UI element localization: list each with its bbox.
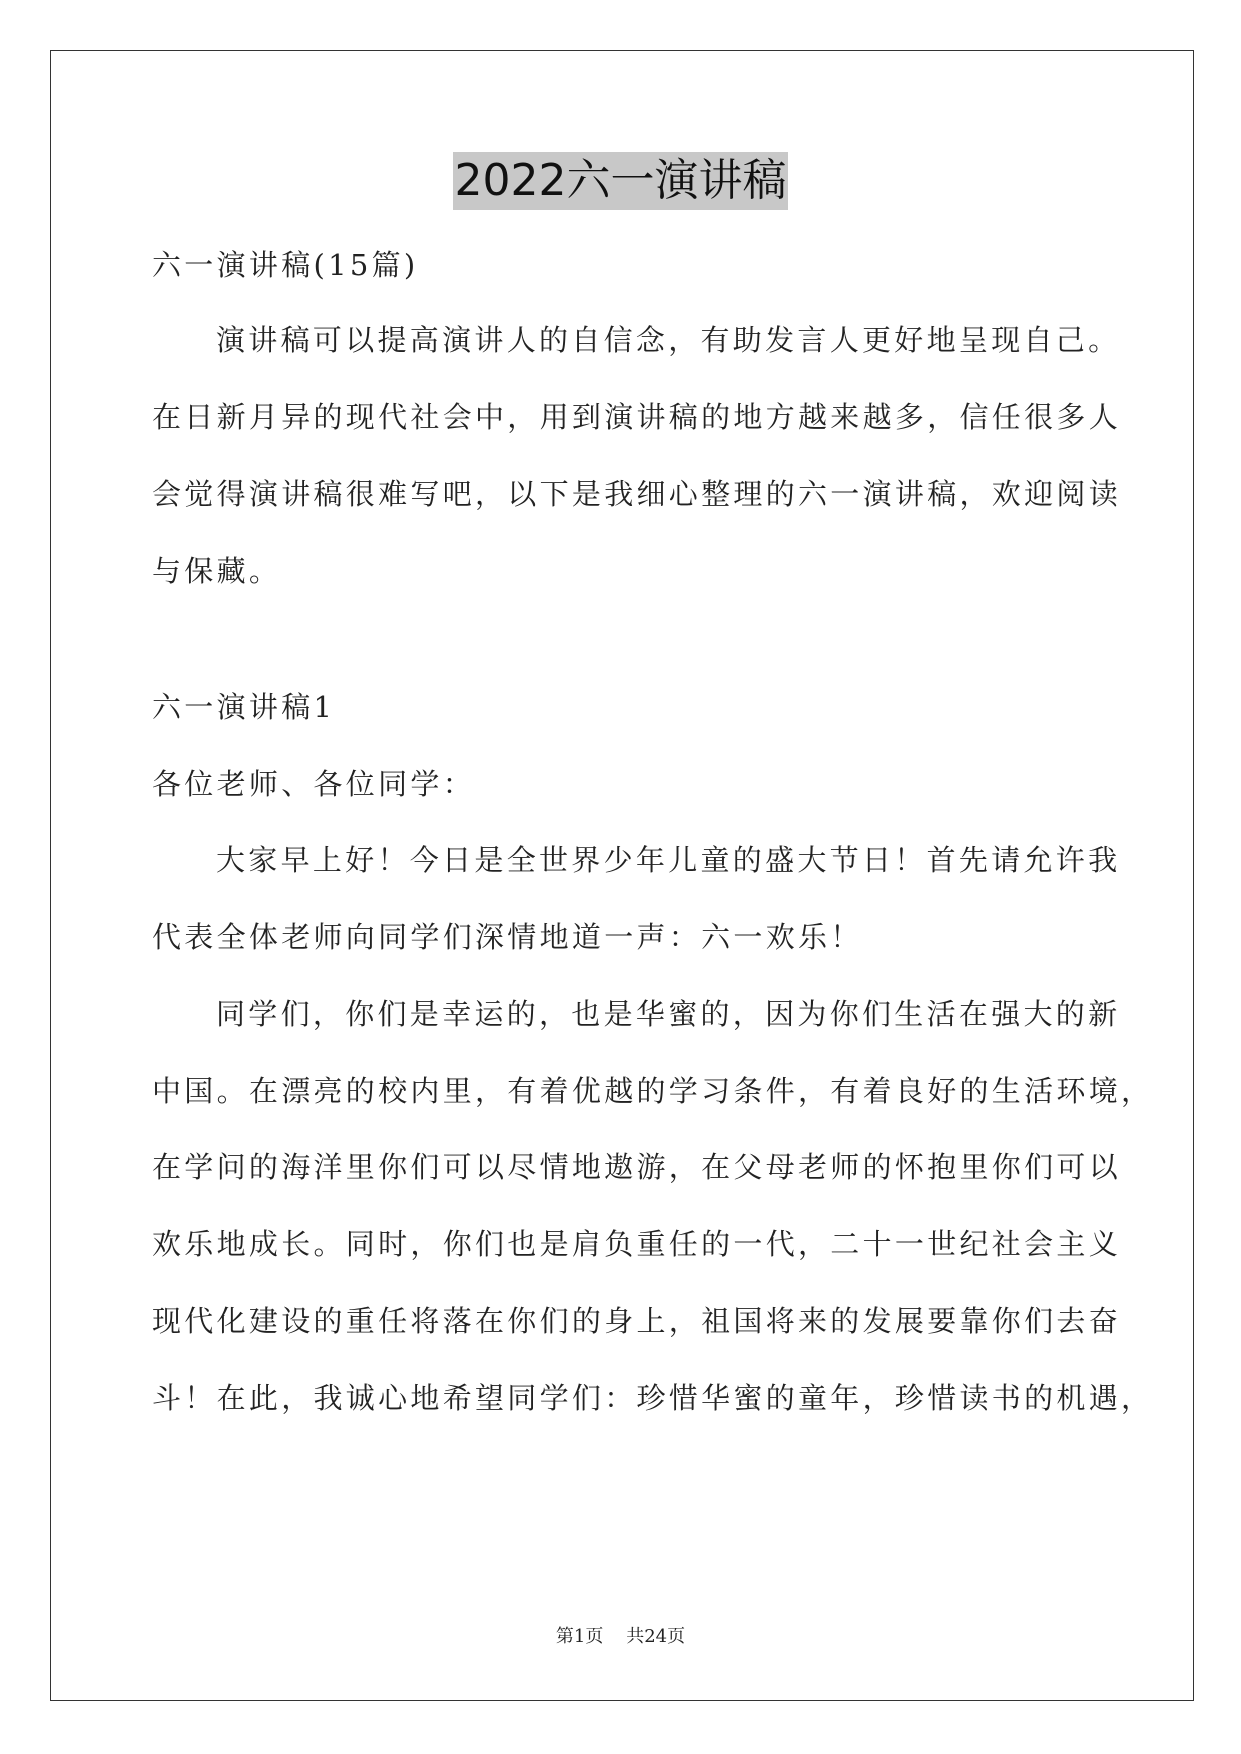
speech-paragraph-line: 斗！在此，我诚心地希望同学们：珍惜华蜜的童年，珍惜读书的机遇， <box>152 1381 1154 1415</box>
page-total: 共24页 <box>626 1626 686 1647</box>
speech-paragraph-line: 在学问的海洋里你们可以尽情地遨游，在父母老师的怀抱里你们可以 <box>152 1150 1122 1184</box>
salutation: 各位老师、各位同学： <box>152 767 476 801</box>
speech-paragraph-line: 欢乐地成长。同时，你们也是肩负重任的一代，二十一世纪社会主义 <box>152 1227 1122 1261</box>
intro-paragraph-line: 会觉得演讲稿很难写吧，以下是我细心整理的六一演讲稿，欢迎阅读 <box>152 477 1122 511</box>
speech-paragraph-line: 代表全体老师向同学们深情地道一声：六一欢乐！ <box>152 920 863 954</box>
speech-paragraph-line: 现代化建设的重任将落在你们的身上，祖国将来的发展要靠你们去奋 <box>152 1304 1122 1338</box>
speech-paragraph-line: 大家早上好！今日是全世界少年儿童的盛大节日！首先请允许我 <box>216 843 1121 877</box>
speech-paragraph-line: 同学们，你们是幸运的，也是华蜜的，因为你们生活在强大的新 <box>216 997 1121 1031</box>
intro-paragraph-line: 演讲稿可以提高演讲人的自信念，有助发言人更好地呈现自己。 <box>216 323 1121 357</box>
collection-heading: 六一演讲稿(15篇) <box>152 248 419 282</box>
section-heading: 六一演讲稿1 <box>152 690 336 724</box>
intro-paragraph-line: 与保藏。 <box>152 554 282 588</box>
speech-paragraph-line: 中国。在漂亮的校内里，有着优越的学习条件，有着良好的生活环境， <box>152 1074 1154 1108</box>
document-title: 2022六一演讲稿 <box>453 152 789 210</box>
page-number: 第1页 <box>555 1626 604 1647</box>
intro-paragraph-line: 在日新月异的现代社会中，用到演讲稿的地方越来越多，信任很多人 <box>152 400 1122 434</box>
page-footer <box>0 1622 1241 1648</box>
title-container <box>0 152 1241 210</box>
